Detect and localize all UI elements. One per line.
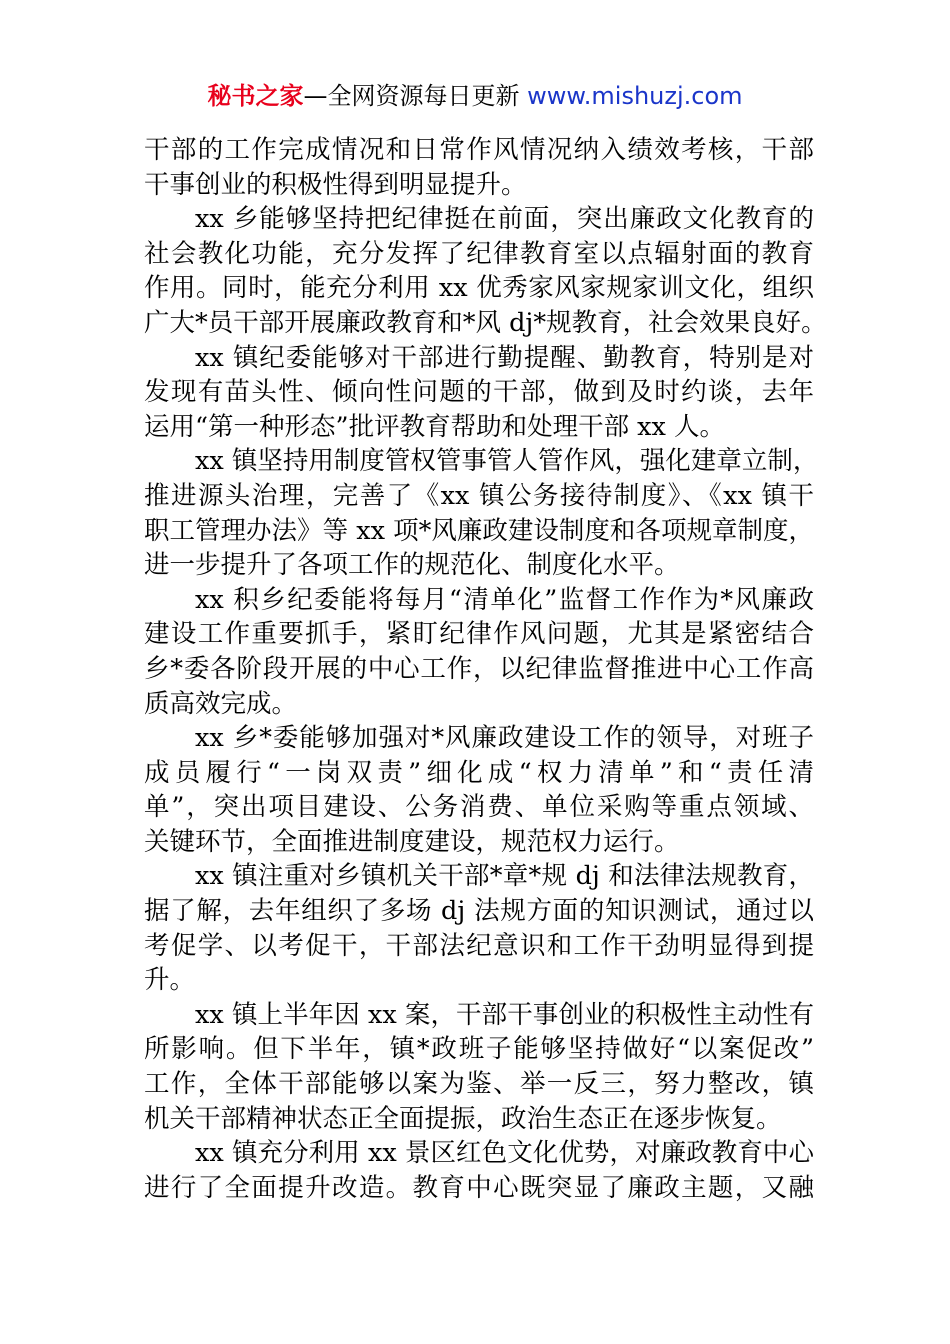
- text-line: 作用。同时，能充分利用 xx 优秀家风家规家训文化，组织: [144, 273, 814, 304]
- text-line: xx 乡*委能够加强对*风廉政建设工作的领导，对班子: [195, 723, 814, 754]
- text-line: xx 镇上半年因 xx 案，干部干事创业的积极性主动性有: [195, 999, 814, 1030]
- text-line: 进一步提升了各项工作的规范化、制度化水平。: [144, 550, 680, 581]
- page-header: [0, 80, 950, 112]
- text-line: 质高效完成。: [144, 688, 298, 719]
- text-line: 职工管理办法》等 xx 项*风廉政建设制度和各项规章制度，: [144, 515, 814, 546]
- text-line: xx 乡能够坚持把纪律挺在前面，突出廉政文化教育的: [195, 204, 814, 235]
- text-line: 升。: [144, 965, 196, 996]
- text-line: 关键环节，全面推进制度建设，规范权力运行。: [144, 826, 680, 857]
- brand-name: 秘书之家: [207, 82, 304, 110]
- text-line: 考促学、以考促干，干部法纪意识和工作干劲明显得到提: [144, 930, 814, 961]
- text-line: 成员履行“一岗双责”细化成“权力清单”和“责任清: [144, 757, 814, 788]
- site-url-link[interactable]: www.mishuzj.com: [527, 82, 743, 110]
- text-line: 进行了全面提升改造。教育中心既突显了廉政主题，又融: [144, 1172, 814, 1203]
- text-line: 建设工作重要抓手，紧盯纪律作风问题，尤其是紧密结合: [144, 619, 814, 650]
- text-line: 干事创业的积极性得到明显提升。: [144, 169, 527, 200]
- text-line: 干部的工作完成情况和日常作风情况纳入绩效考核，干部: [144, 135, 814, 165]
- text-line: 社会教化功能，充分发挥了纪律教育室以点辐射面的教育: [144, 238, 814, 269]
- text-line: xx 积乡纪委能将每月“清单化”监督工作作为*风廉政: [195, 584, 814, 615]
- header-tagline: —全网资源每日更新: [303, 82, 520, 110]
- text-line: 广大*员干部开展廉政教育和*风 dj*规教育，社会效果良好。: [144, 307, 827, 338]
- text-line: 据了解，去年组织了多场 dj 法规方面的知识测试，通过以: [144, 896, 814, 927]
- text-line: xx 镇纪委能够对干部进行勤提醒、勤教育，特别是对: [195, 342, 814, 373]
- text-line: 所影响。但下半年，镇*政班子能够坚持做好“以案促改”: [144, 1034, 814, 1065]
- text-line: 运用“第一种形态”批评教育帮助和处理干部 xx 人。: [144, 411, 726, 442]
- text-line: xx 镇充分利用 xx 景区红色文化优势，对廉政教育中心: [195, 1138, 814, 1169]
- document-body: [144, 133, 827, 1205]
- text-line: 工作，全体干部能够以案为鉴、举一反三，努力整改，镇: [144, 1069, 814, 1100]
- text-line: 乡*委各阶段开展的中心工作，以纪律监督推进中心工作高: [144, 653, 814, 684]
- text-line: 发现有苗头性、倾向性问题的干部，做到及时约谈，去年: [144, 377, 814, 408]
- text-line: xx 镇坚持用制度管权管事管人管作风，强化建章立制，: [195, 446, 819, 477]
- text-line: 推进源头治理，完善了《xx 镇公务接待制度》、《xx 镇干: [144, 480, 814, 511]
- text-line: 机关干部精神状态正全面提振，政治生态正在逐步恢复。: [144, 1103, 782, 1134]
- text-line: xx 镇注重对乡镇机关干部*章*规 dj 和法律法规教育，: [195, 861, 814, 892]
- text-line: 单”，突出项目建设、公务消费、单位采购等重点领域、: [144, 792, 814, 823]
